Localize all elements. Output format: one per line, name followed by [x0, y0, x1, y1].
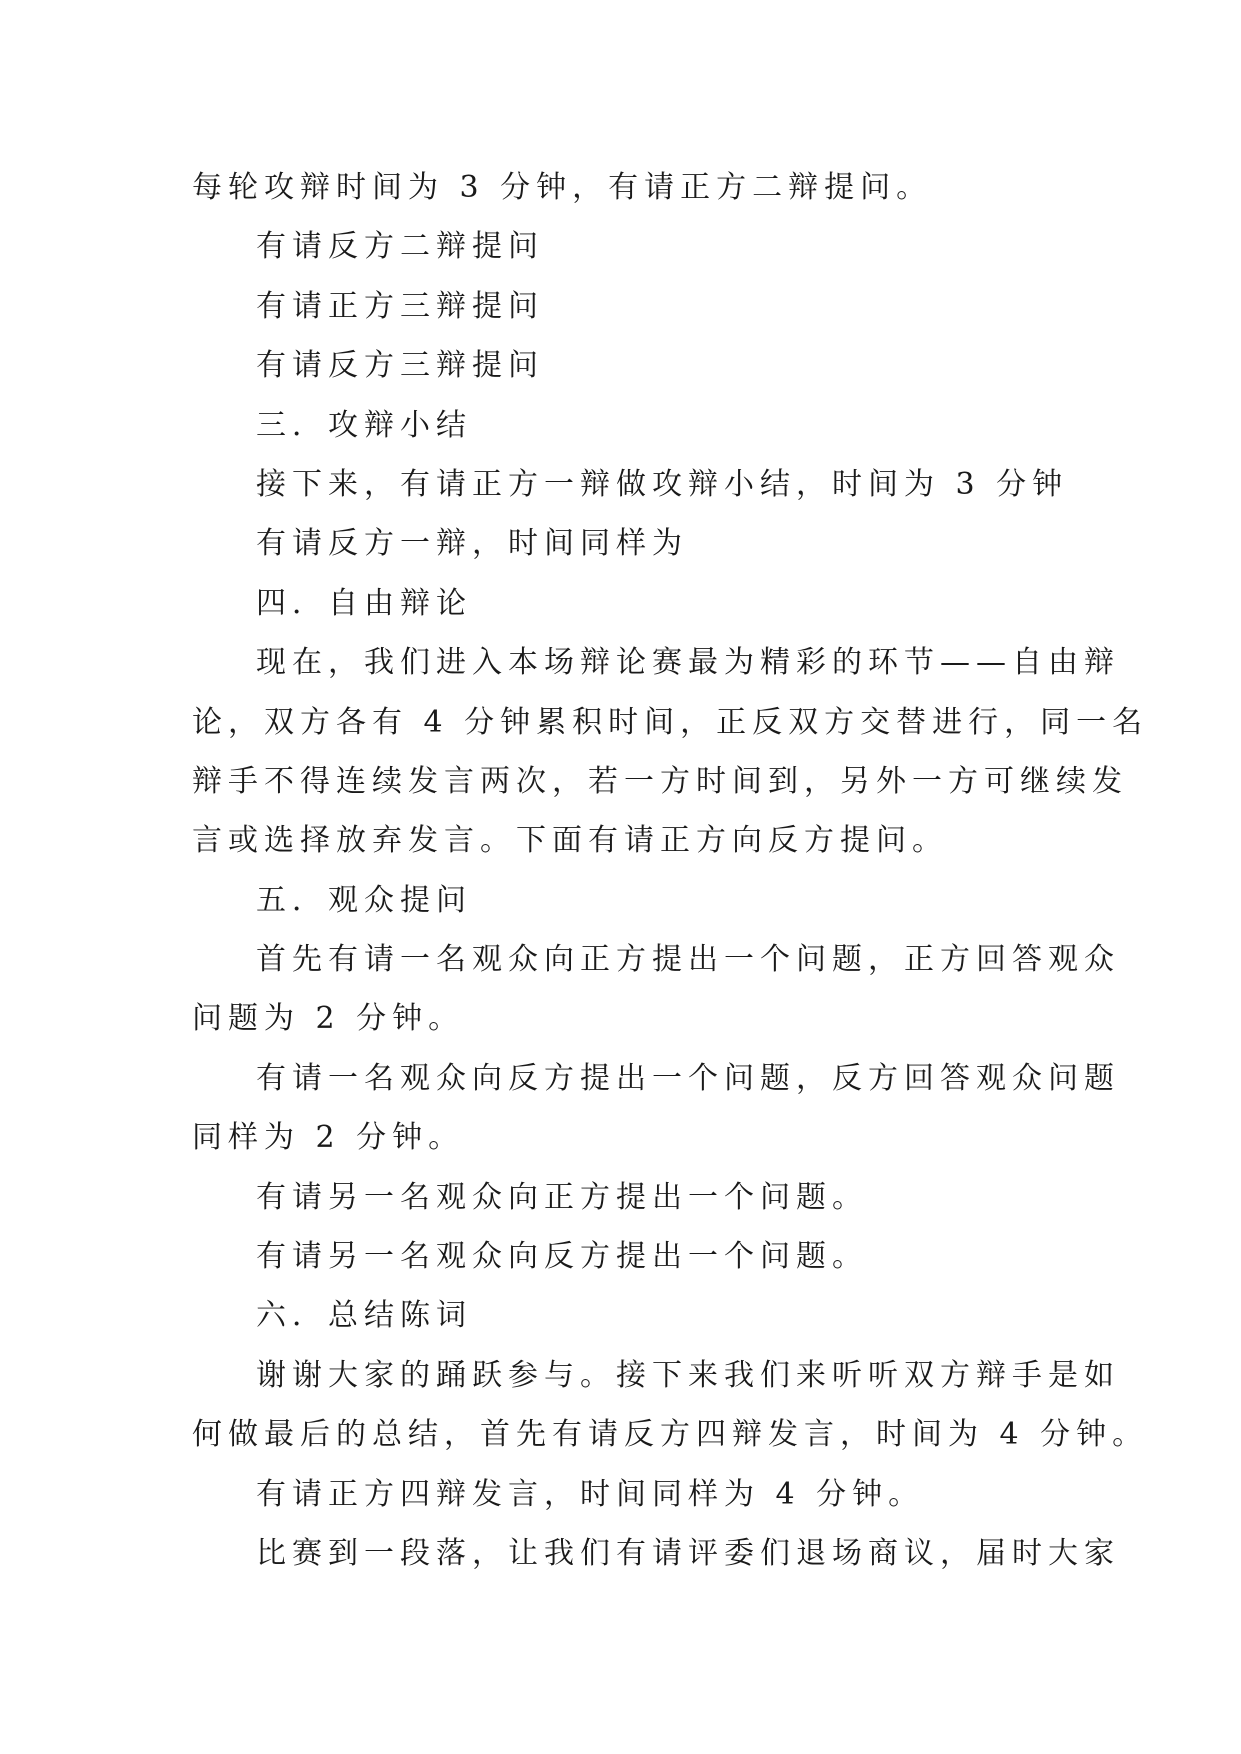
text-line: 有请另一名观众向反方提出一个问题。	[256, 1239, 868, 1275]
text-line: 问题为 2 分钟。	[192, 1001, 465, 1037]
text-line: 有请反方一辩，时间同样为	[256, 526, 688, 562]
text-line: 有请一名观众向反方提出一个问题，反方回答观众问题	[256, 1060, 1120, 1096]
text-line: 每轮攻辩时间为 3 分钟，有请正方二辩提问。	[192, 170, 933, 205]
section-heading: 四．自由辩论	[256, 585, 472, 621]
text-line: 辩手不得连续发言两次，若一方时间到，另外一方可继续发	[192, 763, 1128, 799]
text-line: 何做最后的总结，首先有请反方四辩发言，时间为 4 分钟。	[192, 1417, 1149, 1453]
text-line: 言或选择放弃发言。下面有请正方向反方提问。	[192, 823, 948, 859]
section-heading: 五．观众提问	[256, 882, 472, 918]
section-heading: 六．总结陈词	[256, 1298, 472, 1334]
text-line: 有请正方三辩提问	[256, 288, 544, 324]
text-line: 论，双方各有 4 分钟累积时间，正反双方交替进行，同一名	[192, 704, 1149, 740]
text-line: 现在，我们进入本场辩论赛最为精彩的环节——自由辩	[256, 645, 1120, 681]
text-line: 同样为 2 分钟。	[192, 1120, 465, 1156]
text-line: 有请正方四辩发言，时间同样为 4 分钟。	[256, 1476, 925, 1512]
text-line: 首先有请一名观众向正方提出一个问题，正方回答观众	[256, 942, 1120, 978]
text-line: 有请反方二辩提问	[256, 229, 544, 265]
section-heading: 三．攻辩小结	[256, 407, 472, 443]
text-line: 谢谢大家的踊跃参与。接下来我们来听听双方辩手是如	[256, 1357, 1120, 1393]
text-line: 有请另一名观众向正方提出一个问题。	[256, 1179, 868, 1215]
text-line: 有请反方三辩提问	[256, 348, 544, 384]
text-line: 接下来，有请正方一辩做攻辩小结，时间为 3 分钟	[256, 466, 1069, 502]
document-body	[192, 158, 1149, 1583]
text-line: 比赛到一段落，让我们有请评委们退场商议，届时大家	[256, 1535, 1120, 1571]
